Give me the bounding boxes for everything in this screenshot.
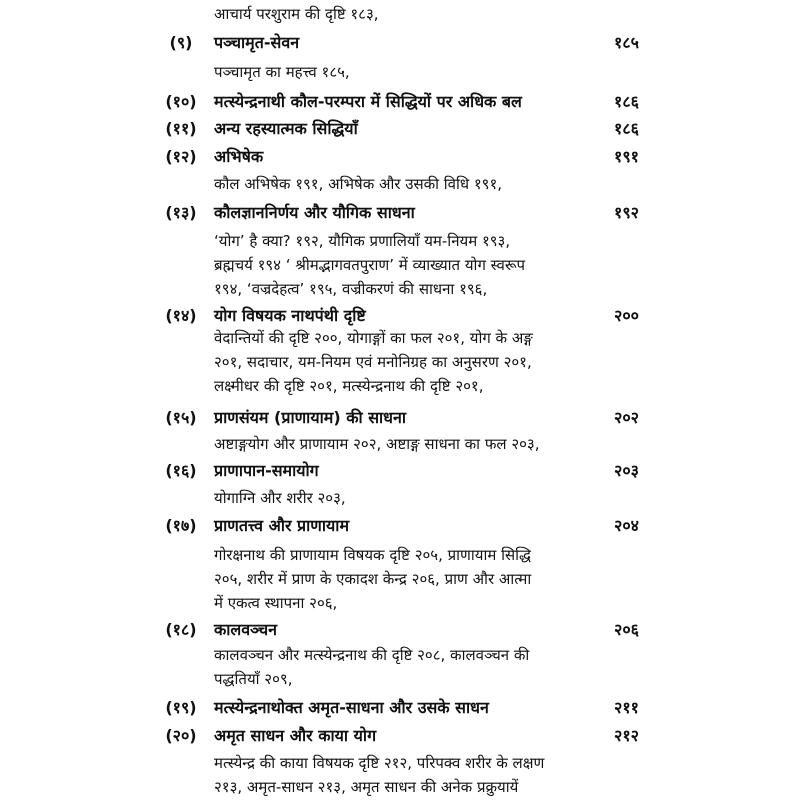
entry-title: योग विषयक नाथपंथी दृष्टि	[214, 306, 366, 325]
entry-number: (९)	[169, 33, 193, 52]
entry-detail: अष्टाङ्गयोग और प्राणायाम २०२, अष्टाङ्ग साधना का फल २०३,	[214, 435, 540, 453]
entry-number: (२०)	[165, 726, 197, 745]
entry-detail: पञ्चामृत का महत्त्व १८५,	[214, 63, 350, 81]
entry-detail: कौल अभिषेक १९१, अभिषेक और उसकी विधि १९१,	[214, 175, 503, 193]
entry-detail: १९४, ‘वज्रदेहत्व’ १९५, वज्रीकरणं की साधना १९६,	[214, 280, 488, 298]
entry-title: प्राणतत्त्व और प्राणायाम	[214, 516, 350, 535]
entry-page: २०४	[614, 516, 639, 535]
entry-detail: ‘योग’ है क्या? १९२, यौगिक प्रणालियाँ यम-नियम १९३,	[214, 232, 511, 250]
entry-detail: योगाग्नि और शरीर २०३,	[214, 489, 346, 507]
entry-title: प्राणापान-समायोग	[214, 461, 319, 480]
entry-detail: पद्धतियाँ २०९,	[214, 670, 293, 688]
entry-page: २०२	[614, 408, 639, 427]
entry-title: अमृत साधन और काया योग	[214, 726, 377, 745]
entry-page: २११	[614, 698, 639, 717]
entry-number: (१०)	[165, 92, 197, 111]
entry-detail: में एकत्व स्थापना २०६,	[214, 594, 338, 612]
entry-title: अन्य रहस्यात्मक सिद्धियाँ	[214, 119, 358, 138]
entry-page: १८५	[614, 33, 639, 52]
entry-detail: वेदान्तियों की दृष्टि २००, योगाङ्गों का फल २०१, योग के अङ्ग	[214, 329, 533, 347]
entry-detail: कालवञ्चन और मत्स्येन्द्रनाथ की दृष्टि २०८, कालवञ्चन की	[214, 646, 530, 664]
entry-title: अभिषेक	[214, 147, 264, 166]
entry-page: २०६	[614, 620, 639, 639]
entry-page: २०३	[614, 461, 639, 480]
entry-number: (१२)	[165, 147, 197, 166]
entry-title: प्राणसंयम (प्राणायाम) की साधना	[214, 408, 407, 427]
entry-page: १८६	[614, 92, 639, 111]
entry-title: पञ्चामृत-सेवन	[214, 33, 300, 52]
entry-page: २१२	[614, 726, 639, 745]
entry-number: (११)	[165, 119, 197, 138]
entry-title: कालवञ्चन	[214, 620, 278, 639]
entry-number: (१७)	[165, 516, 197, 535]
entry-page: १९१	[614, 147, 639, 166]
entry-detail: लक्ष्मीधर की दृष्टि २०१, मत्स्येन्द्रनाथ की दृष्टि २०१,	[214, 377, 484, 395]
entry-number: (१५)	[165, 408, 197, 427]
entry-page: २००	[614, 306, 639, 325]
entry-detail: २०५, शरीर में प्राण के एकादश केन्द्र २०६, प्राण और आत्मा	[214, 570, 532, 588]
lead-in-line: आचार्य परशुराम की दृष्टि १८३,	[214, 5, 379, 23]
entry-detail: २०१, सदाचार, यम-नियम एवं मनोनिग्रह का अनुसरण २०१,	[214, 353, 532, 371]
entry-detail: मत्स्येन्द्र की काया विषयक दृष्टि २१२, परिपक्व शरीर के लक्षण	[214, 754, 545, 772]
entry-title: मत्स्येन्द्रनाथी कौल-परम्परा में सिद्धियों पर अधिक बल	[214, 92, 522, 111]
entry-number: (१९)	[165, 698, 197, 717]
entry-number: (१३)	[165, 203, 197, 222]
entry-number: (१८)	[165, 620, 197, 639]
entry-title: मत्स्येन्द्रनाथोक्त अमृत-साधना और उसके साधन	[214, 698, 489, 717]
entry-page: १९२	[614, 203, 639, 222]
entry-detail: २१३, अमृत-साधन २१३, अमृत साधन की अनेक प्रक्रुयायें	[214, 778, 519, 796]
entry-detail: ब्रह्मचर्य १९४ ‘ श्रीमद्भागवतपुराण’ में व्याख्यात योग स्वरूप	[214, 256, 526, 274]
entry-detail: गोरक्षनाथ की प्राणायाम विषयक दृष्टि २०५, प्राणायाम सिद्धि	[214, 546, 531, 564]
entry-number: (१६)	[165, 461, 197, 480]
entry-title: कौलज्ञाननिर्णय और यौगिक साधना	[214, 203, 415, 222]
entry-page: १८६	[614, 119, 639, 138]
entry-number: (१४)	[165, 306, 197, 325]
